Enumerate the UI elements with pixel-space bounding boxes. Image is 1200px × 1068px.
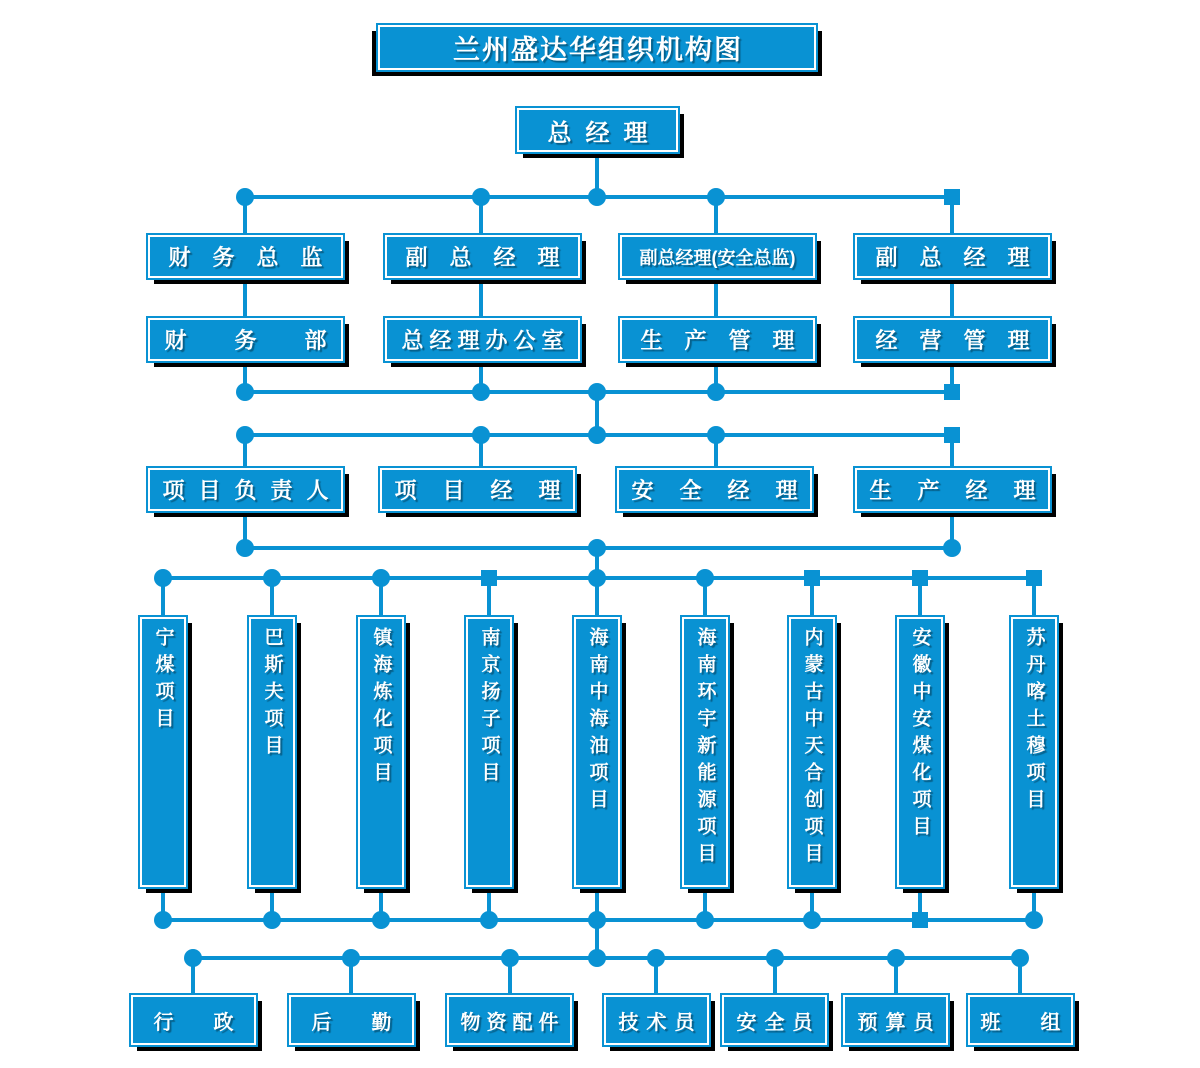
org-node-label: 海南中海油项目 [586, 627, 608, 816]
org-node-deputy-gm-2 [855, 235, 1050, 278]
org-node-project-ningmei [140, 617, 186, 887]
connector-line [479, 278, 483, 318]
org-node-label: 技术员 [618, 1011, 703, 1034]
junction-dot [766, 949, 784, 967]
connector-line [950, 278, 954, 318]
org-node-finance-dept [148, 318, 375, 361]
org-node-label: 行政 [153, 1011, 274, 1034]
org-node-general-manager [517, 108, 678, 152]
junction-dot [236, 188, 254, 206]
org-node-label: 总经理 [547, 119, 662, 147]
org-node-work-team [968, 995, 1101, 1045]
junction-square [481, 570, 497, 586]
org-node-project-neimenggu [789, 617, 835, 887]
org-node-technician [604, 995, 709, 1045]
org-node-admin [131, 995, 274, 1045]
junction-dot [588, 539, 606, 557]
org-node-production-manager [855, 468, 1062, 511]
connector-line [243, 278, 247, 318]
org-node-label: 副总经理 [405, 245, 582, 270]
org-node-project-sudan [1011, 617, 1057, 887]
junction-square [804, 570, 820, 586]
junction-dot [588, 188, 606, 206]
org-node-deputy-gm-safety [620, 235, 815, 278]
org-node-label: 宁煤项目 [152, 627, 174, 735]
junction-dot [236, 426, 254, 444]
org-node-label: 安全经理 [631, 478, 824, 503]
junction-dot [588, 383, 606, 401]
junction-dot [707, 426, 725, 444]
org-node-safety-officer [722, 995, 827, 1045]
junction-dot [943, 539, 961, 557]
org-node-label: 预算员 [857, 1011, 942, 1034]
org-node-label: 海南环宇新能源项目 [694, 627, 716, 870]
org-node-finance-director [148, 235, 343, 278]
org-node-project-basf [249, 617, 295, 887]
org-node-label: 副总经理 [875, 245, 1052, 270]
junction-dot [472, 188, 490, 206]
junction-dot [236, 539, 254, 557]
org-node-label: 南京扬子项目 [478, 627, 500, 789]
org-node-budget-officer [843, 995, 948, 1045]
org-node-label: 生产管理 [640, 328, 817, 353]
org-node-safety-manager [617, 468, 824, 511]
org-node-project-anhui [897, 617, 943, 887]
junction-dot [1025, 911, 1043, 929]
org-node-label: 总经理办公室 [401, 328, 570, 353]
junction-dot [1011, 949, 1029, 967]
org-node-production-mgmt [620, 318, 815, 361]
org-node-label: 内蒙古中天合创项目 [801, 627, 823, 870]
org-node-project-zhenhai [358, 617, 404, 887]
junction-square [944, 427, 960, 443]
org-node-label: 生产经理 [869, 478, 1062, 503]
chart-title-label: 兰州盛达华组织机构图 [453, 35, 743, 65]
junction-dot [696, 569, 714, 587]
junction-dot [480, 911, 498, 929]
org-node-label: 安全员 [736, 1011, 821, 1034]
org-node-project-leader [148, 468, 343, 511]
junction-dot [803, 911, 821, 929]
junction-dot [154, 569, 172, 587]
org-node-deputy-gm-1 [385, 235, 580, 278]
junction-square [944, 189, 960, 205]
org-node-label: 项目负责人 [162, 478, 343, 503]
org-node-label: 物资配件 [460, 1011, 565, 1034]
org-node-logistics [289, 995, 432, 1045]
junction-dot [588, 426, 606, 444]
junction-dot [588, 569, 606, 587]
junction-square [912, 912, 928, 928]
junction-dot [154, 911, 172, 929]
junction-square [944, 384, 960, 400]
org-node-label: 财务部 [164, 328, 375, 353]
junction-dot [184, 949, 202, 967]
org-node-label: 经营管理 [875, 328, 1052, 353]
junction-dot [647, 949, 665, 967]
junction-dot [588, 949, 606, 967]
org-node-project-nanjing-yangzi [466, 617, 512, 887]
junction-dot [707, 188, 725, 206]
junction-dot [696, 911, 714, 929]
junction-dot [263, 911, 281, 929]
org-node-project-hainan-cnooc [574, 617, 620, 887]
junction-square [912, 570, 928, 586]
junction-square [1026, 570, 1042, 586]
junction-dot [263, 569, 281, 587]
junction-dot [472, 426, 490, 444]
org-node-gm-office [385, 318, 580, 361]
org-node-operation-mgmt [855, 318, 1050, 361]
org-node-label: 苏丹喀土穆项目 [1023, 627, 1045, 816]
junction-dot [472, 383, 490, 401]
org-node-label: 安徽中安煤化项目 [909, 627, 931, 843]
chart-title [378, 25, 816, 70]
org-node-project-manager [380, 468, 587, 511]
junction-dot [588, 911, 606, 929]
org-node-label: 项目经理 [394, 478, 587, 503]
junction-dot [342, 949, 360, 967]
org-node-project-hainan-huanyu [682, 617, 728, 887]
junction-dot [501, 949, 519, 967]
junction-dot [887, 949, 905, 967]
junction-dot [236, 383, 254, 401]
junction-dot [707, 383, 725, 401]
org-node-label: 巴斯夫项目 [261, 627, 283, 762]
org-node-label: 镇海炼化项目 [370, 627, 392, 789]
junction-dot [372, 911, 390, 929]
junction-dot [372, 569, 390, 587]
org-node-label: 班组 [980, 1011, 1101, 1034]
org-node-label: 副总经理(安全总监) [639, 247, 796, 268]
org-node-materials [447, 995, 572, 1045]
org-node-label: 财务总监 [168, 245, 345, 270]
org-node-label: 后勤 [311, 1011, 432, 1034]
connector-line [714, 278, 718, 318]
